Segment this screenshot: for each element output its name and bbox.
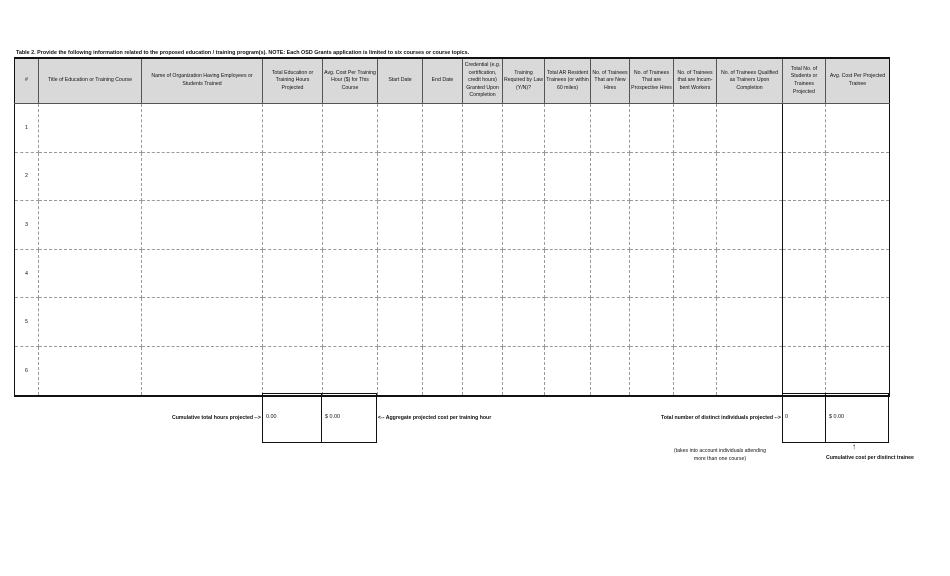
cost-per-trainee-field[interactable]	[825, 393, 889, 443]
aggregate-cost-field[interactable]	[321, 393, 377, 443]
table-cell[interactable]	[463, 346, 503, 395]
table-row	[15, 249, 890, 298]
table-cell[interactable]	[503, 152, 545, 201]
table-cell[interactable]	[591, 298, 630, 347]
table-cell[interactable]	[263, 249, 323, 298]
table-cell[interactable]	[783, 152, 826, 201]
aggregate-cost-value: $ 0.00	[325, 414, 340, 420]
table-cell[interactable]	[323, 249, 378, 298]
table-cell[interactable]	[39, 346, 142, 395]
table-cell[interactable]	[378, 298, 423, 347]
table-cell[interactable]	[630, 152, 674, 201]
table-cell[interactable]	[323, 104, 378, 153]
table-cell[interactable]	[826, 201, 890, 250]
table-cell[interactable]	[503, 298, 545, 347]
table-cell[interactable]	[717, 346, 783, 395]
header-avg-cost-hour: Avg. Cost Per Training Hour ($) for This Course	[323, 58, 378, 104]
table-cell[interactable]	[423, 346, 463, 395]
row-number: 3	[15, 201, 39, 250]
table-cell[interactable]	[423, 298, 463, 347]
header-credential: Credential (e.g. certification, credit hours) Granted Upon Completion	[463, 58, 503, 104]
table-cell[interactable]	[783, 346, 826, 395]
header-prospective-hires: No. of Trainees That are Prospective Hires	[630, 58, 674, 104]
table-cell[interactable]	[783, 201, 826, 250]
cost-per-trainee-value: $ 0.00	[829, 414, 844, 420]
table-caption: Table 2. Provide the following information related to the proposed education / training program(s). NOTE: Each OSD Grants application is limited to six courses or course topics.	[16, 50, 470, 56]
table-cell[interactable]	[591, 104, 630, 153]
table-cell[interactable]	[591, 346, 630, 395]
table-cell[interactable]	[263, 152, 323, 201]
table-cell[interactable]	[378, 346, 423, 395]
table-cell[interactable]	[545, 104, 591, 153]
distinct-individuals-label: Total number of distinct individuals projected -->	[661, 415, 781, 421]
table-cell[interactable]	[39, 201, 142, 250]
table-cell[interactable]	[423, 152, 463, 201]
table-cell[interactable]	[378, 201, 423, 250]
table-cell[interactable]	[423, 104, 463, 153]
header-qualified-trainers: No. of Trainees Qualified as Trainers Upon Completion	[717, 58, 783, 104]
table-cell[interactable]	[378, 152, 423, 201]
cumulative-hours-field[interactable]	[262, 393, 322, 443]
table-cell[interactable]	[674, 152, 717, 201]
table-cell[interactable]	[263, 104, 323, 153]
header-ar-resident: Total AR Resident Trainees (or within 60 miles)	[545, 58, 591, 104]
table-cell[interactable]	[463, 298, 503, 347]
table-cell[interactable]	[826, 346, 890, 395]
table-cell[interactable]	[463, 104, 503, 153]
header-total-hours: Total Education or Training Hours Projected	[263, 58, 323, 104]
table-cell[interactable]	[630, 298, 674, 347]
table-cell[interactable]	[545, 298, 591, 347]
table-cell[interactable]	[717, 152, 783, 201]
distinct-individuals-field[interactable]	[782, 393, 826, 443]
table-cell[interactable]	[783, 249, 826, 298]
table-cell[interactable]	[423, 249, 463, 298]
table-row	[15, 104, 890, 153]
table-cell[interactable]	[263, 346, 323, 395]
header-number: #	[15, 58, 39, 104]
table-cell[interactable]	[717, 249, 783, 298]
table-cell[interactable]	[630, 249, 674, 298]
table-cell[interactable]	[323, 152, 378, 201]
cumulative-hours-label: Cumulative total hours projected -->	[172, 415, 261, 421]
table-cell[interactable]	[545, 201, 591, 250]
up-arrow-icon: ↑	[852, 442, 856, 451]
table-row	[15, 346, 890, 395]
table-cell[interactable]	[674, 201, 717, 250]
row-number: 4	[15, 249, 39, 298]
table-cell[interactable]	[142, 104, 263, 153]
table-cell[interactable]	[630, 201, 674, 250]
table-cell[interactable]	[263, 298, 323, 347]
table-cell[interactable]	[717, 201, 783, 250]
header-new-hires: No. of Trainees That are New Hires	[591, 58, 630, 104]
table-cell[interactable]	[39, 298, 142, 347]
table-cell[interactable]	[142, 249, 263, 298]
table-cell[interactable]	[591, 152, 630, 201]
table-cell[interactable]	[717, 298, 783, 347]
table-row	[15, 298, 890, 347]
table-cell[interactable]	[503, 201, 545, 250]
table-cell[interactable]	[142, 346, 263, 395]
header-row	[15, 58, 890, 104]
header-avg-cost-trainee: Avg. Cost Per Projected Trainee	[826, 58, 890, 104]
table-row	[15, 201, 890, 250]
training-program-table	[14, 57, 890, 397]
individuals-note	[660, 447, 780, 463]
table-cell[interactable]	[826, 104, 890, 153]
table-cell[interactable]	[503, 346, 545, 395]
table-cell[interactable]	[717, 104, 783, 153]
header-course-title: Title of Education or Training Course	[39, 58, 142, 104]
row-number: 1	[15, 104, 39, 153]
table-cell[interactable]	[142, 201, 263, 250]
table-cell[interactable]	[674, 249, 717, 298]
table-cell[interactable]	[39, 249, 142, 298]
table-cell[interactable]	[591, 201, 630, 250]
table-cell[interactable]	[263, 201, 323, 250]
note-line-1: (takes into account individuals attending	[674, 448, 766, 454]
table-cell[interactable]	[826, 152, 890, 201]
table-cell[interactable]	[503, 249, 545, 298]
row-number: 5	[15, 298, 39, 347]
header-organization: Name of Organization Having Employees or Students Trained	[142, 58, 263, 104]
note-line-2: more than one course)	[693, 456, 747, 462]
table-cell[interactable]	[378, 249, 423, 298]
table-cell[interactable]	[463, 201, 503, 250]
table-cell[interactable]	[503, 104, 545, 153]
table-cell[interactable]	[142, 298, 263, 347]
table-cell[interactable]	[591, 249, 630, 298]
table-cell[interactable]	[323, 298, 378, 347]
table-row	[15, 152, 890, 201]
table-cell[interactable]	[378, 104, 423, 153]
table-cell[interactable]	[545, 346, 591, 395]
table-cell[interactable]	[826, 298, 890, 347]
row-number: 6	[15, 346, 39, 395]
table-cell[interactable]	[826, 249, 890, 298]
table-cell[interactable]	[323, 346, 378, 395]
table-cell[interactable]	[783, 298, 826, 347]
cumulative-hours-value: 0.00	[266, 414, 277, 420]
header-end-date: End Date	[423, 58, 463, 104]
distinct-individuals-value: 0	[785, 414, 788, 420]
table-cell[interactable]	[545, 152, 591, 201]
table-cell[interactable]	[783, 104, 826, 153]
header-start-date: Start Date	[378, 58, 423, 104]
table-cell[interactable]	[323, 201, 378, 250]
table-cell[interactable]	[39, 152, 142, 201]
table-cell[interactable]	[142, 152, 263, 201]
table-cell[interactable]	[39, 104, 142, 153]
header-required-by-law: Training Required by Law (Y/N)?	[503, 58, 545, 104]
cumulative-cost-label: Cumulative cost per distinct trainee	[826, 455, 914, 461]
table-cell[interactable]	[674, 298, 717, 347]
header-incumbent-workers: No. of Trainees that are Incum-bent Workers	[674, 58, 717, 104]
table-cell[interactable]	[630, 346, 674, 395]
table-cell[interactable]	[630, 104, 674, 153]
table-cell[interactable]	[674, 346, 717, 395]
header-total-trainees: Total No. of Students or Trainees Projected	[783, 58, 826, 104]
table-cell[interactable]	[423, 201, 463, 250]
row-number: 2	[15, 152, 39, 201]
aggregate-cost-label: <-- Aggregate projected cost per training hour	[378, 415, 492, 421]
table-cell[interactable]	[545, 249, 591, 298]
table-cell[interactable]	[463, 152, 503, 201]
table-cell[interactable]	[463, 249, 503, 298]
table-cell[interactable]	[674, 104, 717, 153]
